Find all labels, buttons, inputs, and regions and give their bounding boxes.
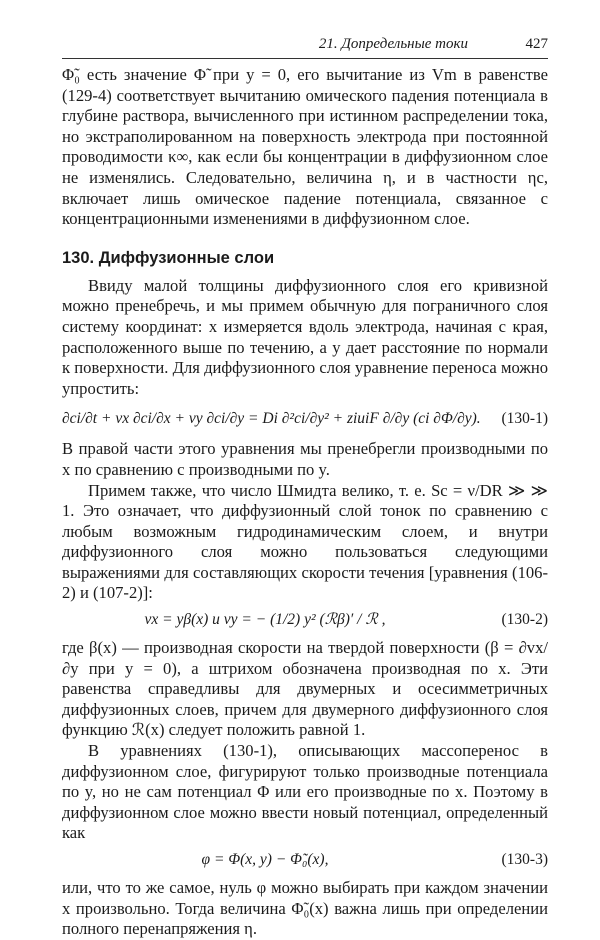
page-header bbox=[62, 34, 548, 59]
page-body bbox=[62, 65, 548, 940]
page-number: 427 bbox=[525, 36, 548, 52]
paragraph-3: Примем также, что число Шмидта велико, т. е. Sc = ν/DR ≫ ≫ 1. Это означает, что диффузионный слой тонок по сравнению с любым возможным гидродинамическим слоем, и внутри диффузионного слоя можно пользоваться следующими выражениями для составляющих скорости течения [уравнения (106-2) и (107-2)]: bbox=[62, 480, 548, 603]
equation-formula: φ = Φ(x, y) − Φ̃₀(x), bbox=[201, 851, 329, 868]
equation-formula: vx = yβ(x) и vy = − (1/2) y² (ℛβ)′ / ℛ , bbox=[144, 611, 386, 629]
paragraph-top: Φ̃₀ есть значение Φ̃ при y = 0, его вычитание из Vm в равенстве (129-4) соответствует вычитанию омического падения потенциала в глубине раствора, вычисленного при истинном распределении тока, но экстраполированном на поверхность электрода при постоянной проводимости κ∞, как если бы концентрации в диффузионном слое не изменялись. Следовательно, величина η, и в частности ηc, включает лишь омическое падение потенциала, связанное с концентрационными изменениями в диффузионном слое. bbox=[62, 65, 548, 229]
equation-number: (130-3) bbox=[501, 851, 548, 868]
running-title: 21. Допредельные токи bbox=[318, 36, 468, 52]
equation-number: (130-2) bbox=[501, 611, 548, 629]
equation-number: (130-1) bbox=[501, 410, 548, 428]
paragraph-6: или, что то же самое, нуль φ можно выбирать при каждом значении x произвольно. Тогда величина Φ̃₀(x) важна лишь при определении полного перенапряжения η. bbox=[62, 878, 548, 939]
equation-130-1 bbox=[62, 401, 548, 437]
equation-130-3 bbox=[62, 846, 548, 876]
paragraph-5: В уравнениях (130-1), описывающих массоперенос в диффузионном слое, фигурируют только производные потенциала по y, но не сам потенциал Φ или его производные по x. Поэтому в диффузионном слое можно ввести новый потенциал, определенный как bbox=[62, 741, 548, 843]
paragraph-1: Ввиду малой толщины диффузионного слоя его кривизной можно пренебречь, и мы примем обычную для пограничного слоя систему координат: x измеряется вдоль электрода, начиная с края, расположенного выше по течению, а y дает расстояние по нормали к поверхности. Для диффузионного слоя уравнение переноса можно упростить: bbox=[62, 275, 548, 398]
equation-130-2 bbox=[62, 606, 548, 636]
section-heading: 130. Диффузионные слои bbox=[62, 248, 275, 267]
equation-formula: ∂ci/∂t + vx ∂ci/∂x + vy ∂ci/∂y = Di ∂²ci/∂y² + ziuiF ∂/∂y (ci ∂Φ/∂y). bbox=[62, 410, 481, 428]
paragraph-4: где β(x) — производная скорости на твердой поверхности (β = ∂vx/∂y при y = 0), а штрихом обозначена производная по x. Эти равенства справедливы для двумерных и осесимметричных диффузионных слоев, причем для двумерного диффузионного слоя функцию ℛ(x) следует положить равной 1. bbox=[62, 638, 548, 740]
paragraph-2: В правой части этого уравнения мы пренебрегли производными по x по сравнению с производными по y. bbox=[62, 439, 548, 479]
